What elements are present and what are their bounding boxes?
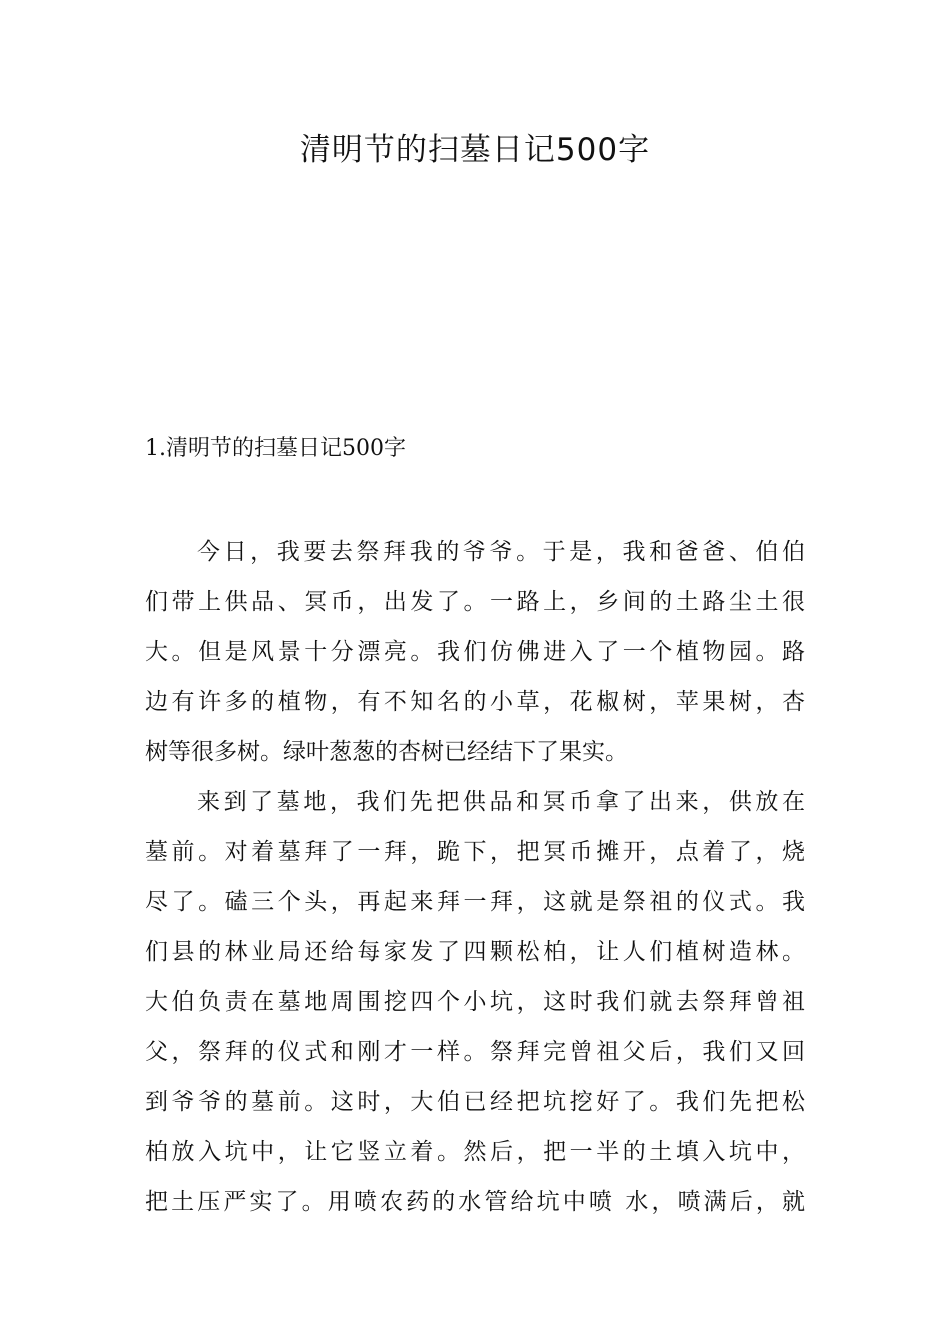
paragraph-line: 把土压严实了。用喷农药的水管给坑中喷 水，喷满后，就 bbox=[145, 1189, 805, 1215]
paragraph-1 bbox=[145, 527, 805, 777]
paragraph-line: 大。但是风景十分漂亮。我们仿佛进入了一个植物园。路 bbox=[145, 639, 805, 665]
paragraph-line: 尽了。磕三个头，再起来拜一拜，这就是祭祖的仪式。我 bbox=[145, 889, 805, 915]
body-text bbox=[145, 527, 805, 1227]
paragraph-line: 树等很多树。绿叶葱葱的杏树已经结下了果实。 bbox=[145, 739, 628, 765]
paragraph-line: 们县的林业局还给每家发了四颗松柏，让人们植树造林。 bbox=[145, 939, 805, 965]
paragraph-line: 边有许多的植物，有不知名的小草，花椒树，苹果树，杏 bbox=[145, 689, 805, 715]
paragraph-line: 们带上供品、冥币，出发了。一路上，乡间的土路尘土很 bbox=[145, 589, 805, 615]
document-title: 清明节的扫墓日记500字 bbox=[299, 132, 651, 168]
paragraph-line: 来到了墓地，我们先把供品和冥币拿了出来，供放在 bbox=[197, 789, 805, 815]
paragraph-line: 父，祭拜的仪式和刚才一样。祭拜完曾祖父后，我们又回 bbox=[145, 1039, 805, 1065]
paragraph-2 bbox=[145, 777, 805, 1227]
paragraph-line: 今日，我要去祭拜我的爷爷。于是，我和爸爸、伯伯 bbox=[197, 539, 805, 565]
paragraph-line: 柏放入坑中，让它竖立着。然后，把一半的土填入坑中， bbox=[145, 1139, 805, 1165]
paragraph-line: 墓前。对着墓拜了一拜，跪下，把冥币摊开，点着了，烧 bbox=[145, 839, 805, 865]
section-heading: 1.清明节的扫墓日记500字 bbox=[145, 436, 406, 461]
paragraph-line: 大伯负责在墓地周围挖四个小坑，这时我们就去祭拜曾祖 bbox=[145, 989, 805, 1015]
paragraph-line: 到爷爷的墓前。这时，大伯已经把坑挖好了。我们先把松 bbox=[145, 1089, 805, 1115]
